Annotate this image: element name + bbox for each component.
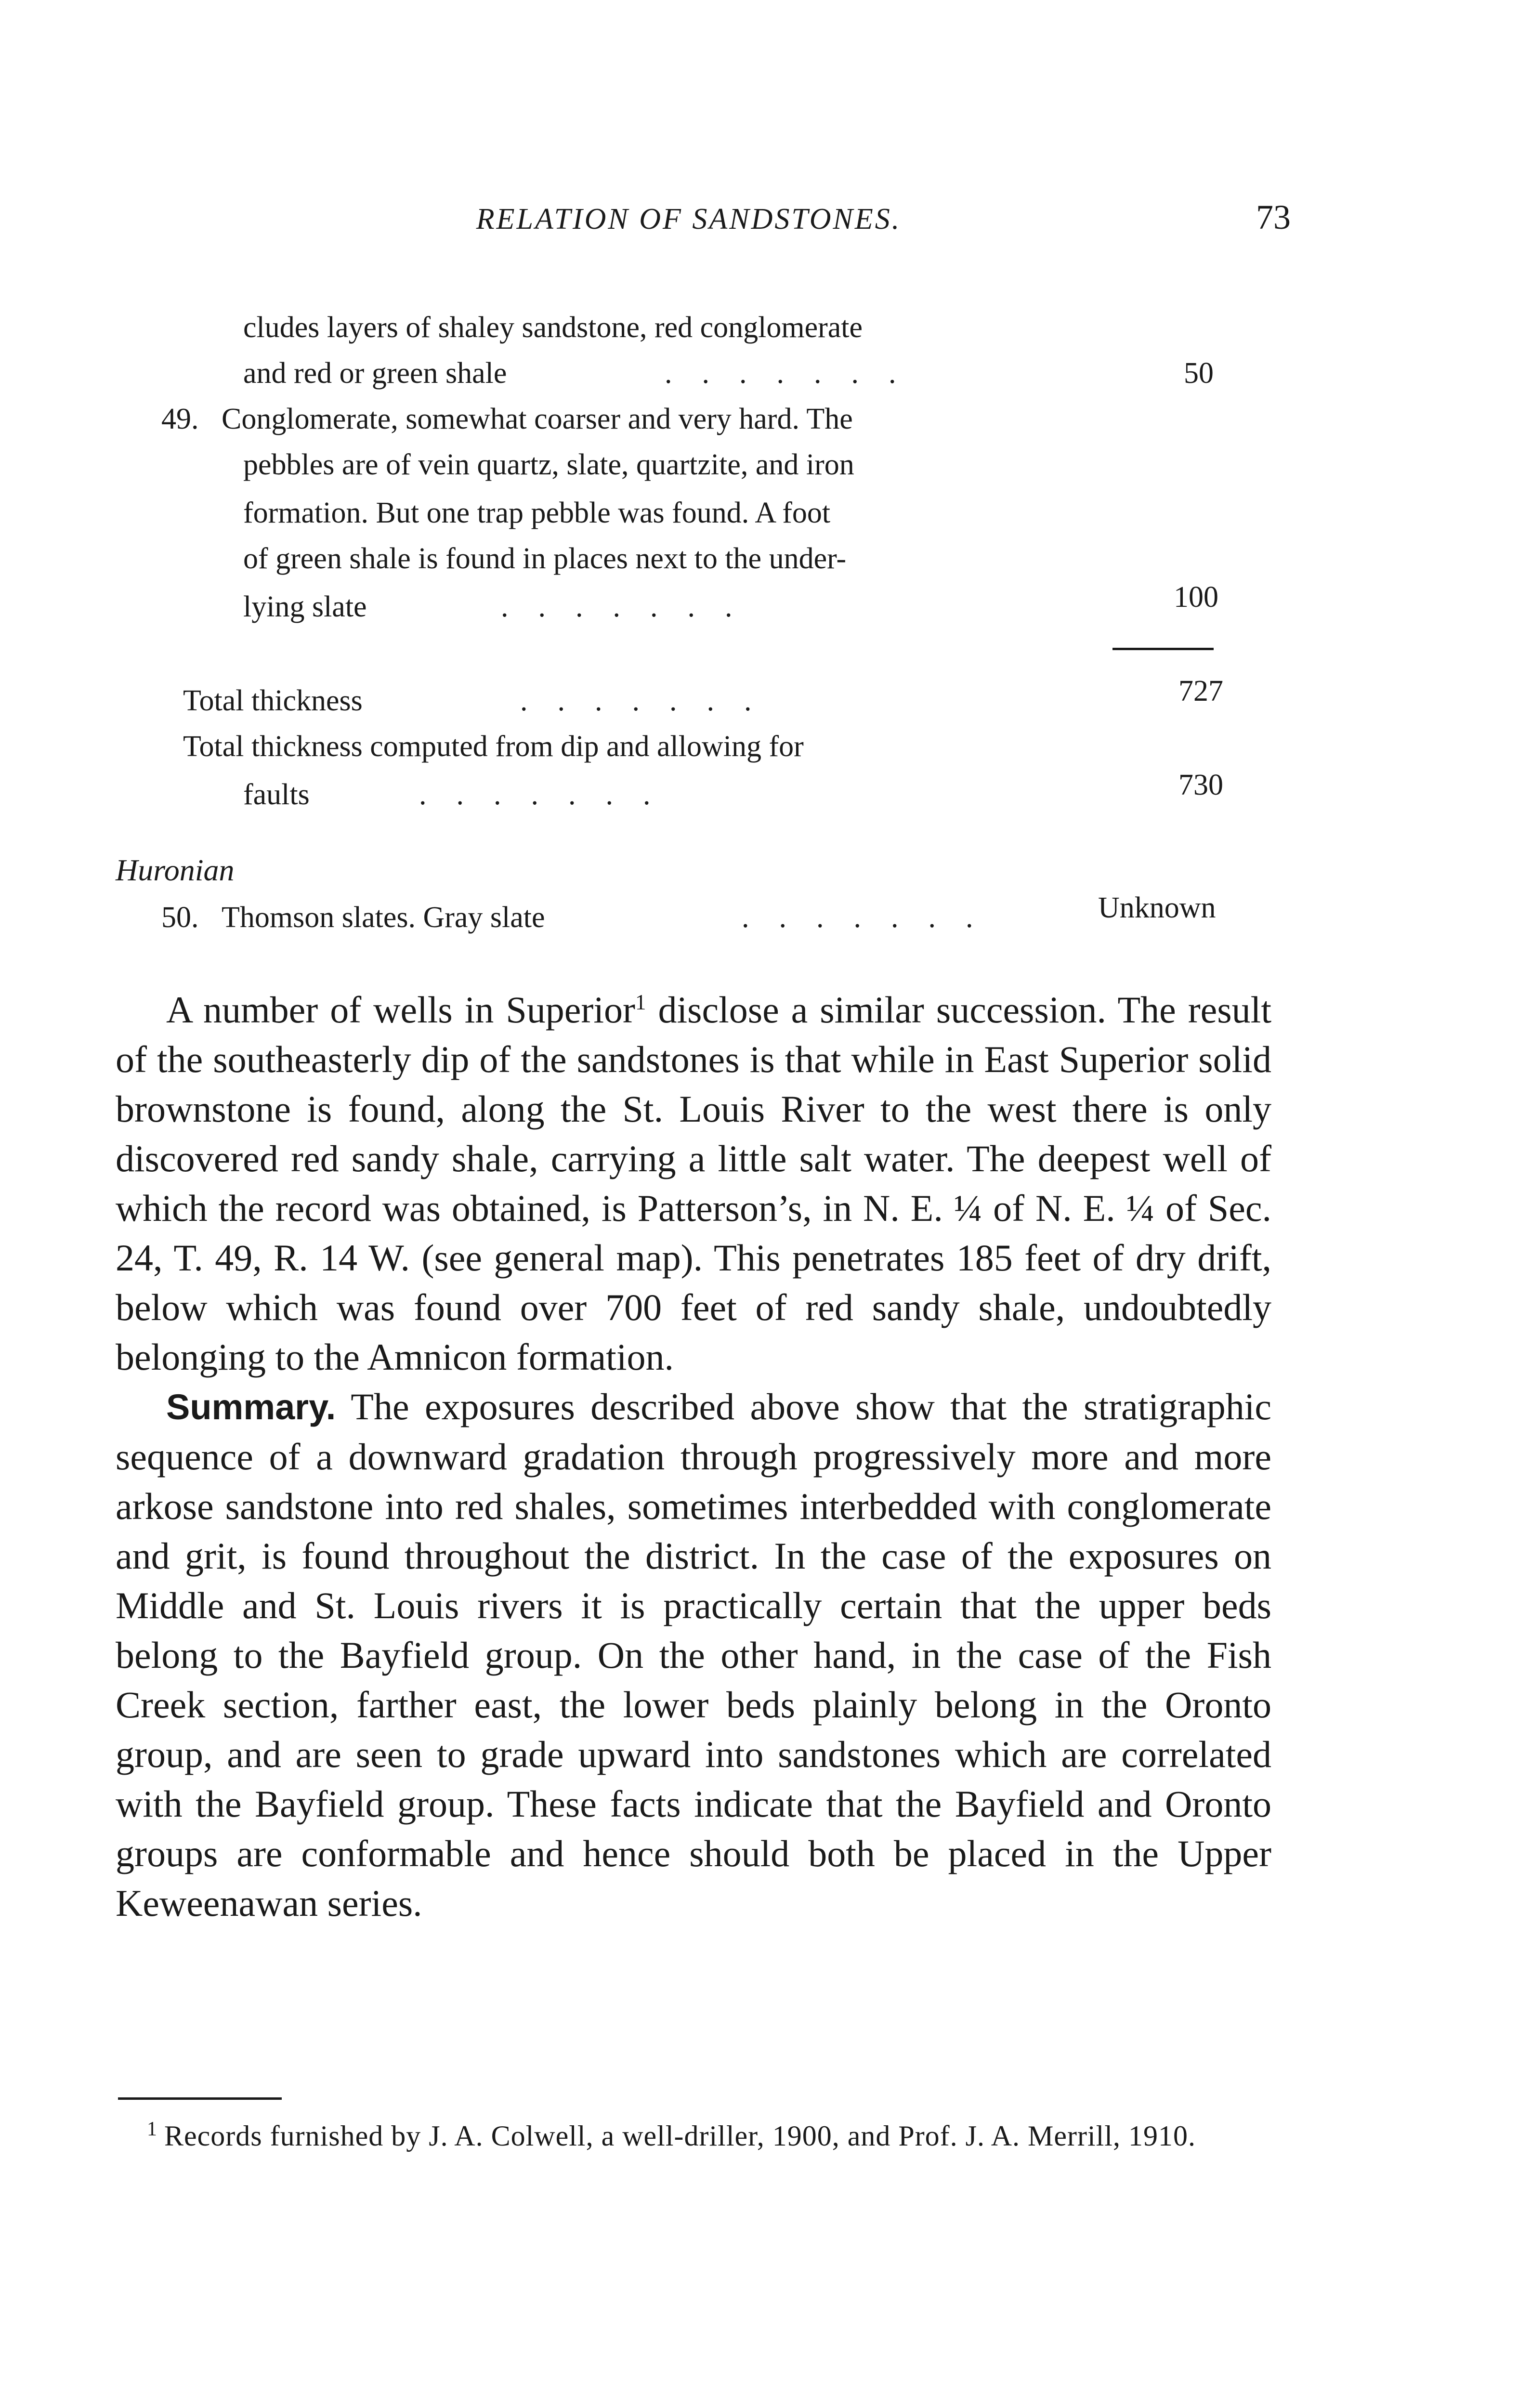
strata-text: of green shale is found in places next to the under- (243, 542, 847, 575)
strata-text: cludes layers of shaley sandstone, red conglomerate (243, 311, 863, 344)
page-number: 73 (1256, 198, 1291, 236)
strata-text: lying slate (243, 590, 367, 623)
strata-row (0, 441, 1531, 489)
strata-text: Conglomerate, somewhat coarser and very hard. The (222, 403, 853, 435)
dot-leader: ....... (501, 590, 762, 623)
footnote-ref[interactable]: 1 (635, 990, 646, 1014)
strata-row (0, 303, 1531, 352)
footnote-mark: 1 (147, 2118, 157, 2140)
computed-value: 730 (1178, 769, 1223, 801)
paragraph-text: A number of wells in Superior (166, 989, 635, 1031)
dot-leader: ....... (665, 357, 926, 390)
thickness-value: Unknown (1098, 891, 1216, 924)
paragraph-text: disclose a similar succession. The result of the southeasterly dip of the sandstones is that while in East Superior solid brownstone is found, along the St. Louis River to the west there is only discovered red sandy shale, carrying a little salt water. The deepest well of which the record was obtained, is Patterson’s, in N. E. ¼ of N. E. ¼ of Sec. 24, T. 49, R. 14 W. (see general map). This penetrates 185 feet of dry drift, below which was found over 700 feet of red sandy shale, undoubtedly belonging to the Amnicon formation. (116, 989, 1271, 1378)
dot-leader: ....... (742, 901, 1003, 934)
strata-row (0, 395, 1531, 443)
footnote-rule (118, 2097, 282, 2100)
paragraph (116, 985, 1271, 1382)
paragraph-text: The exposures described above show that the stratigraphic sequence of a downward gradation through progressively more and more arkose sandstone into red shales, sometimes interbedded with conglomerate and grit, is found throughout the district. In the case of the exposures on Middle and St. Louis rivers it is practically certain that the upper beds belong to the Bayfield group. On the other hand, in the case of the Fish Creek section, farther east, the lower beds plainly belong in the Oronto group, and are seen to grade upward into sandstones which are correlated with the Bayfield group. These facts indicate that the Bayfield and Oronto groups are conformable and hence should both be placed in the Upper Keweenawan series. (116, 1386, 1271, 1924)
total-value: 727 (1178, 675, 1223, 707)
strata-text: pebbles are of vein quartz, slate, quartzite, and iron (243, 448, 854, 481)
strata-text: and red or green shale (243, 357, 507, 390)
strata-row-computed (0, 722, 1531, 771)
dot-leader: ....... (520, 684, 782, 717)
run-in-heading: Summary. (166, 1387, 336, 1427)
strata-row (0, 489, 1531, 537)
strata-row (0, 583, 1531, 631)
computed-label-cont: faults (243, 778, 310, 811)
running-head: RELATION OF SANDSTONES. (476, 203, 902, 236)
footnote-text: Records furnished by J. A. Colwell, a well-driller, 1900, and Prof. J. A. Merrill, 1910. (164, 2120, 1196, 2152)
thickness-value: 100 (1174, 581, 1218, 614)
sum-rule (1112, 648, 1214, 650)
footnote (118, 2112, 1269, 2160)
total-label: Total thickness (183, 684, 363, 717)
strata-row (0, 535, 1531, 583)
strata-text: formation. But one trap pebble was found. A foot (243, 497, 831, 529)
dot-leader: ....... (419, 778, 680, 811)
paragraph (116, 1382, 1271, 1928)
computed-label: Total thickness computed from dip and allowing for (183, 730, 804, 763)
strata-row (0, 893, 1531, 942)
section-heading: Huronian (116, 853, 235, 887)
strata-row-total (0, 677, 1531, 725)
bed-number: 49. (161, 403, 199, 435)
bed-number: 50. (161, 901, 199, 934)
body-text (116, 985, 1271, 1928)
thickness-value: 50 (1184, 357, 1214, 390)
strata-text: Thomson slates. Gray slate (222, 901, 545, 934)
strata-row (0, 349, 1531, 397)
strata-row-computed-cont (0, 771, 1531, 819)
